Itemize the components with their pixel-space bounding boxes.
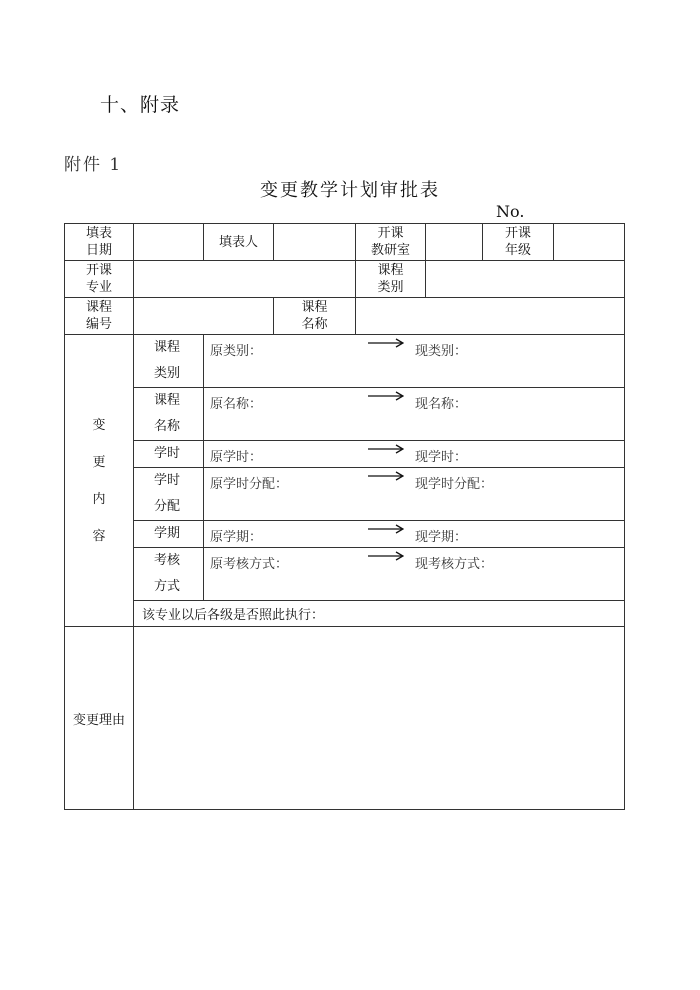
major-label-line1: 开课 [85, 263, 112, 278]
right-arrow-icon [368, 338, 404, 348]
change-row [65, 521, 625, 548]
course-code-label-line1: 课程 [85, 300, 112, 315]
course-name-label [274, 298, 356, 335]
attachment-label: 附件 1 [64, 155, 123, 175]
course-type-label-line2: 类别 [377, 280, 404, 295]
change-content-char: 更 [92, 454, 106, 470]
new-value-label: 现学时： [415, 450, 468, 465]
change-category-label-line2: 分配 [154, 499, 181, 514]
right-arrow-icon [368, 444, 404, 454]
right-arrow-icon [368, 471, 404, 481]
form-title: 变更教学计划审批表 [260, 180, 440, 201]
change-category-label-line1: 课程 [154, 393, 181, 408]
course-name-change-field[interactable] [204, 388, 625, 441]
major-label [65, 261, 134, 298]
assessment-change-field[interactable] [204, 548, 625, 601]
filler-field[interactable] [274, 224, 356, 261]
change-category-label [134, 468, 204, 521]
old-value-label: 原名称： [210, 397, 263, 412]
fill-date-label [65, 224, 134, 261]
change-row [65, 441, 625, 468]
change-category-label-line1: 学时 [154, 446, 181, 461]
change-category-label-line1: 学期 [154, 526, 181, 541]
grade-field[interactable] [554, 224, 625, 261]
change-row [65, 468, 625, 521]
right-arrow-icon [368, 391, 404, 401]
course-type-field[interactable] [426, 261, 625, 298]
form-number-label: No. [496, 202, 525, 221]
change-category-label [134, 521, 204, 548]
department-field[interactable] [426, 224, 483, 261]
new-value-label: 现类别： [415, 344, 468, 359]
change-category-label-line1: 课程 [154, 340, 181, 355]
grade-label-line2: 年级 [504, 243, 531, 258]
semester-change-field[interactable] [204, 521, 625, 548]
new-value-label: 现学期： [415, 530, 468, 545]
hours-change-field[interactable] [204, 441, 625, 468]
course-name-label-line2: 名称 [301, 317, 328, 332]
old-value-label: 原学时分配： [210, 477, 289, 492]
course-code-field[interactable] [134, 298, 274, 335]
form-row-basic-3 [65, 298, 625, 335]
major-field[interactable] [134, 261, 356, 298]
fill-date-label-line1: 填表 [85, 226, 112, 241]
course-type-label [356, 261, 426, 298]
course-code-label [65, 298, 134, 335]
filler-label: 填表人 [204, 224, 274, 261]
fill-date-label-line2: 日期 [85, 243, 112, 258]
change-plan-form [64, 223, 625, 810]
course-name-field[interactable] [356, 298, 625, 335]
apply-to-later-grades-field[interactable] [134, 601, 625, 627]
course-name-label-line1: 课程 [301, 300, 328, 315]
change-category-label [134, 548, 204, 601]
major-label-line2: 专业 [85, 280, 112, 295]
change-reason-label: 变更理由 [65, 627, 134, 810]
old-value-label: 原学期： [210, 530, 263, 545]
old-value-label: 原学时： [210, 450, 263, 465]
department-label-line1: 开课 [377, 226, 404, 241]
change-row [65, 335, 625, 388]
right-arrow-icon [368, 524, 404, 534]
change-category-label-line2: 名称 [154, 419, 181, 434]
course-type-change-field[interactable] [204, 335, 625, 388]
apply-to-later-grades-row [65, 601, 625, 627]
change-content-char: 容 [92, 528, 106, 544]
change-content-char: 内 [92, 491, 106, 507]
change-row [65, 388, 625, 441]
hours-allocation-change-field[interactable] [204, 468, 625, 521]
grade-label-line1: 开课 [504, 226, 531, 241]
form-row-basic-2 [65, 261, 625, 298]
grade-label [483, 224, 554, 261]
change-category-label-line2: 方式 [154, 579, 181, 594]
apply-to-later-grades-label: 该专业以后各级是否照此执行： [142, 608, 325, 623]
department-label-line2: 教研室 [370, 243, 410, 258]
change-category-label [134, 388, 204, 441]
change-reason-row [65, 627, 625, 810]
change-category-label [134, 335, 204, 388]
change-content-label [65, 335, 134, 627]
fill-date-field[interactable] [134, 224, 204, 261]
change-category-label-line1: 学时 [154, 473, 181, 488]
course-code-label-line2: 编号 [85, 317, 112, 332]
old-value-label: 原类别： [210, 344, 263, 359]
section-heading: 十、附录 [100, 94, 181, 116]
change-row [65, 548, 625, 601]
change-content-char: 变 [92, 417, 106, 433]
new-value-label: 现学时分配： [415, 477, 494, 492]
new-value-label: 现考核方式： [415, 557, 494, 572]
old-value-label: 原考核方式： [210, 557, 289, 572]
department-label [356, 224, 426, 261]
change-category-label-line1: 考核 [154, 553, 181, 568]
course-type-label-line1: 课程 [377, 263, 404, 278]
change-category-label [134, 441, 204, 468]
form-row-basic-1 [65, 224, 625, 261]
change-category-label-line2: 类别 [154, 366, 181, 381]
new-value-label: 现名称： [415, 397, 468, 412]
change-reason-field[interactable] [134, 627, 625, 810]
right-arrow-icon [368, 551, 404, 561]
